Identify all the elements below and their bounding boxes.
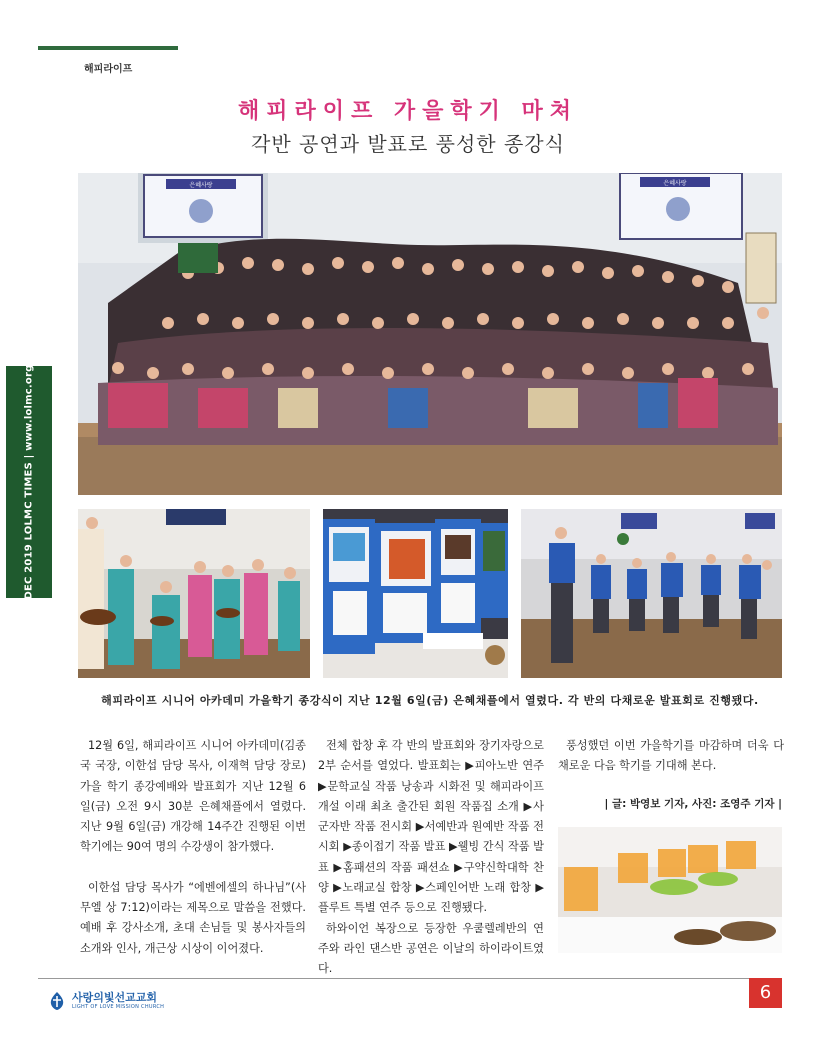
article-paragraph: 전체 합창 후 각 반의 발표회와 장기자랑으로 2부 순서를 열었다. 발표회는 ▶피아노반 연주 ▶문학교실 작품 낭송과 시화전 및 해피라이프 개설 이래 최초 출간된 회원 작품집 소개 ▶사군자반 작품 전시회 ▶서예반과 원예반 작품 전시회 ▶종이접기 작품 발표 ▶웰빙 간식 작품 발표 ▶홈패션의 작품 패션쇼 ▶구약신학대학 찬양 ▶노래교실 합창 ▶스페인어반 노래 합창 ▶플루트 특별 연주 등으로 진행됐다. — [318, 739, 544, 915]
article-paragraph: 12월 6일, 해피라이프 시니어 아카데미(김종국 국장, 이한섭 담당 목사, 이재혁 담당 장로) 가을 학기 종강예배와 발표회가 지난 12월 6일(금) 오전 9시 30분 은혜채플에서 열렸다. 지난 9월 6일(금) 개강해 14주간 진행된 이번 학기에는 90여 명의 수강생이 참가했다. — [80, 739, 306, 854]
group-photo — [78, 173, 782, 495]
church-name-en: LIGHT OF LOVE MISSION CHURCH — [72, 1004, 165, 1010]
slide-text-left: 은혜사랑 — [189, 182, 213, 189]
footer-rule — [38, 978, 780, 979]
article-column-2 — [318, 736, 544, 980]
side-banner-text: DEC 2019 LOLMC TIMES | www.lolmc.org — [23, 364, 35, 600]
article-title: 해피라이프 가을학기 마쳐 — [237, 98, 579, 124]
byline-credit: | 글: 박영보 기자, 사진: 조영주 기자 | — [604, 798, 782, 810]
article-paragraph: 이한섭 담당 목사가 “에벤에셀의 하나님”(사무엘 상 7:12)이라는 제목으로 말씀을 전했다. 예배 후 강사소개, 초대 손님들 및 봉사자들의 소개와 인사, 개근상 시상이 이어졌다. — [80, 880, 306, 955]
top-rule — [38, 46, 178, 50]
section-label: 해피라이프 — [84, 64, 133, 75]
church-logo — [46, 990, 164, 1012]
page-number: 6 — [749, 978, 782, 1008]
church-name: 사랑의빛선교교회 — [72, 991, 158, 1004]
ukulele-performance-photo — [78, 509, 310, 678]
article-column-3 — [558, 736, 784, 777]
art-exhibit-photo — [323, 509, 508, 678]
article-subtitle: 각반 공연과 발표로 풍성한 종강식 — [251, 132, 565, 156]
drinks-photo — [558, 827, 782, 953]
slide-text-right: 은혜사랑 — [663, 180, 687, 187]
church-logo-icon — [46, 990, 68, 1012]
article-column-1 — [80, 736, 306, 959]
photo-caption: 해피라이프 시니어 아카데미 가을학기 종강식이 지난 12월 6일(금) 은혜채플에서 열렸다. 각 반의 다채로운 발표회로 진행됐다. — [101, 694, 759, 707]
article-paragraph: 하와이언 복장으로 등장한 우쿨렐레반의 연주와 라인 댄스반 공연은 이날의 하이라이트였다. — [318, 921, 544, 976]
article-paragraph: 풍성했던 이번 가을학기를 마감하며 더욱 다채로운 다음 학기를 기대해 본다. — [558, 739, 784, 773]
line-dance-photo — [521, 509, 782, 678]
